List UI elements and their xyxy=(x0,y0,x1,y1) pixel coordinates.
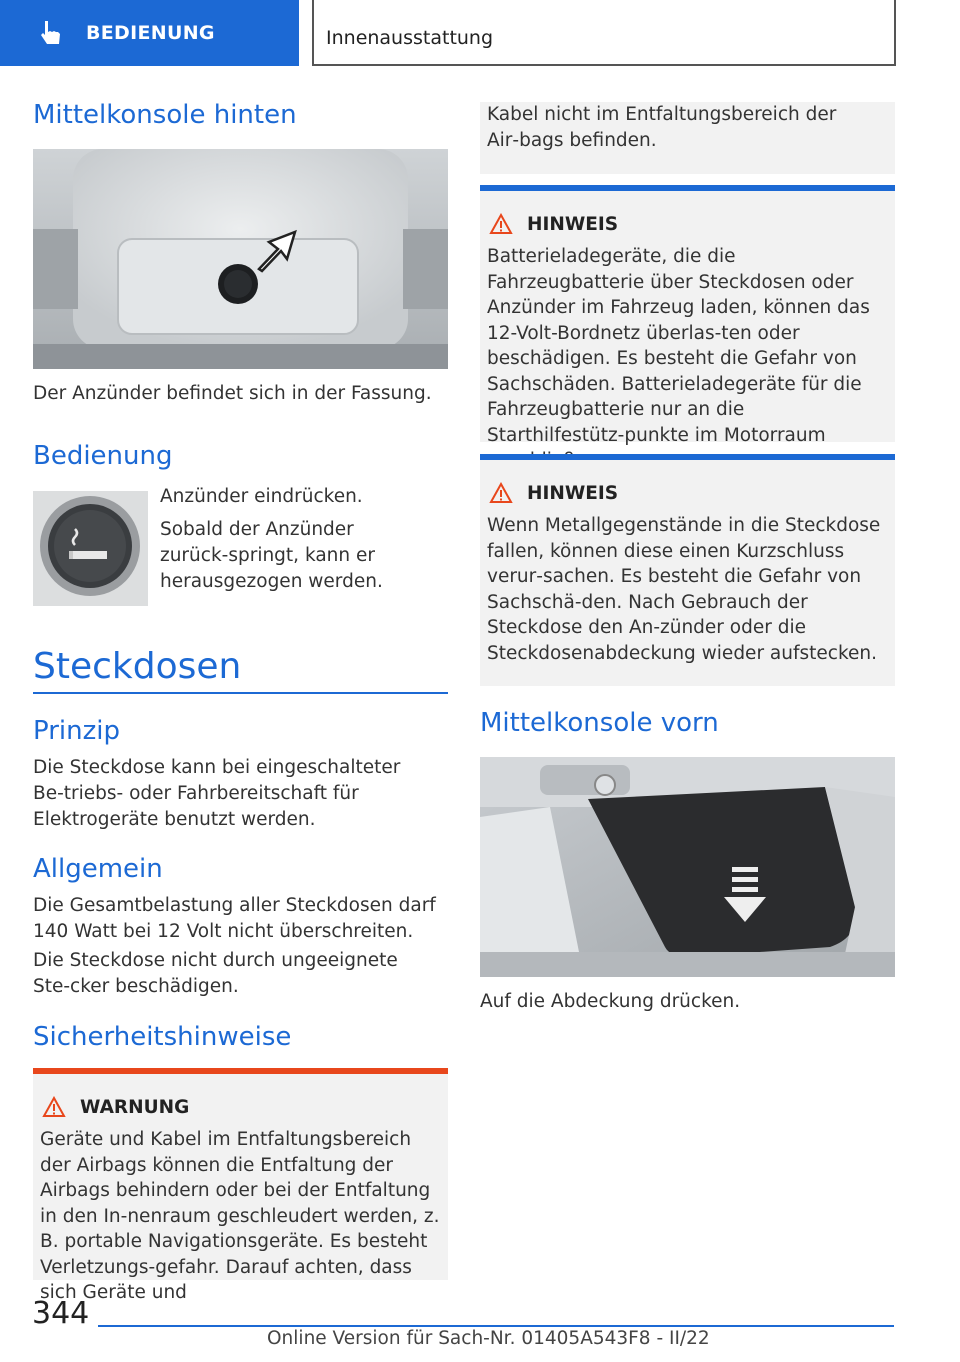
warning-continued-text: Kabel nicht im Entfaltungsbereich der Air‑bags befinden. xyxy=(487,104,837,151)
warning-box xyxy=(33,1068,448,1303)
notice-1-text: Batterieladegeräte, die die Fahrzeugbatterie über Steckdosen oder Anzünder im Fahrzeug laden, können das 12-Volt-Bordnetz überlas‑ten oder beschädigen. Es besteht die Gefahr von Sachschäden. Batterieladegeräte für die Fahrzeugbatterie nur an die Starthilfestütz‑punkte im Motorraum xyxy=(487,246,870,446)
notice-2-head xyxy=(489,482,618,504)
notice-2-text: Wenn Metallgegenstände in die Steckdose fallen, können diese einen Kurzschluss verur‑sachen. Es besteht die Gefahr von Sachschä‑den. Nach Gebrauch der Steckdose den An‑zünder oder die Steckdosenabdeckung wieder aufstecken. xyxy=(487,515,881,664)
sockets-heading-rule xyxy=(33,692,448,694)
notice-2-bar xyxy=(480,454,895,460)
operation-step-2: Sobald der Anzünder zurück‑springt, kann er herausgezogen werden. xyxy=(160,519,383,592)
front-console-heading: Mittelkonsole vorn xyxy=(480,708,719,738)
page-number: 344 xyxy=(32,1296,90,1331)
notice-1-box xyxy=(480,185,895,446)
front-console-caption: Auf die Abdeckung drücken. xyxy=(480,991,741,1012)
notice-1-title: HINWEIS xyxy=(527,213,619,235)
operation-step-1: Anzünder eindrücken. xyxy=(160,486,363,507)
lighter-icon-box xyxy=(33,491,148,606)
rear-console-photo xyxy=(33,149,448,369)
rear-console-caption: Der Anzünder befindet sich in der Fassung. xyxy=(33,383,432,404)
warning-head xyxy=(42,1096,189,1118)
footer-rule xyxy=(98,1325,894,1327)
warning-title: WARNUNG xyxy=(80,1096,190,1118)
section-tab[interactable] xyxy=(0,0,299,66)
notice-2-title: HINWEIS xyxy=(527,482,619,504)
hand-pointer-icon xyxy=(34,16,68,50)
general-text-2: Die Steckdose nicht durch ungeeignete Ste‑cker beschädigen. xyxy=(33,950,398,997)
warning-continued-box xyxy=(480,102,895,174)
safety-heading: Sicherheitshinweise xyxy=(33,1022,292,1052)
notice-triangle-icon xyxy=(489,482,513,504)
principle-heading: Prinzip xyxy=(33,716,120,746)
front-console-photo xyxy=(480,757,895,977)
section-label: BEDIENUNG xyxy=(86,22,215,44)
warning-bar xyxy=(33,1068,448,1074)
operation-heading: Bedienung xyxy=(33,441,173,471)
warning-text: Geräte und Kabel im Entfaltungsbereich der Airbags können die Entfaltung der Airbags behindern oder bei der Entfaltung in den In‑nenraum geschleudert werden, z. B. portable Navigationsgeräte. Es besteht Verletzungs‑gefahr. Darauf achten, dass sich Geräte und xyxy=(40,1129,440,1303)
general-text-1: Die Gesamtbelastung aller Steckdosen darf 140 Watt bei 12 Volt nicht überschreiten. xyxy=(33,895,436,942)
general-heading: Allgemein xyxy=(33,854,163,884)
notice-triangle-icon xyxy=(489,213,513,235)
cigarette-lighter-icon xyxy=(33,491,148,606)
footer-online-version: Online Version für Sach-Nr. 01405A543F8 - II/22 xyxy=(267,1328,710,1349)
principle-text: Die Steckdose kann bei eingeschalteter Be‑triebs- oder Fahrbereitschaft für Elektrogeräte benutzt werden. xyxy=(33,757,401,830)
sockets-heading: Steckdosen xyxy=(33,646,242,687)
rear-console-heading: Mittelkonsole hinten xyxy=(33,100,297,130)
chapter-title: Innenausstattung xyxy=(326,27,494,49)
notice-2-box xyxy=(480,454,895,686)
notice-1-head xyxy=(489,213,618,235)
notice-1-bar xyxy=(480,185,895,191)
warning-triangle-icon xyxy=(42,1096,66,1118)
